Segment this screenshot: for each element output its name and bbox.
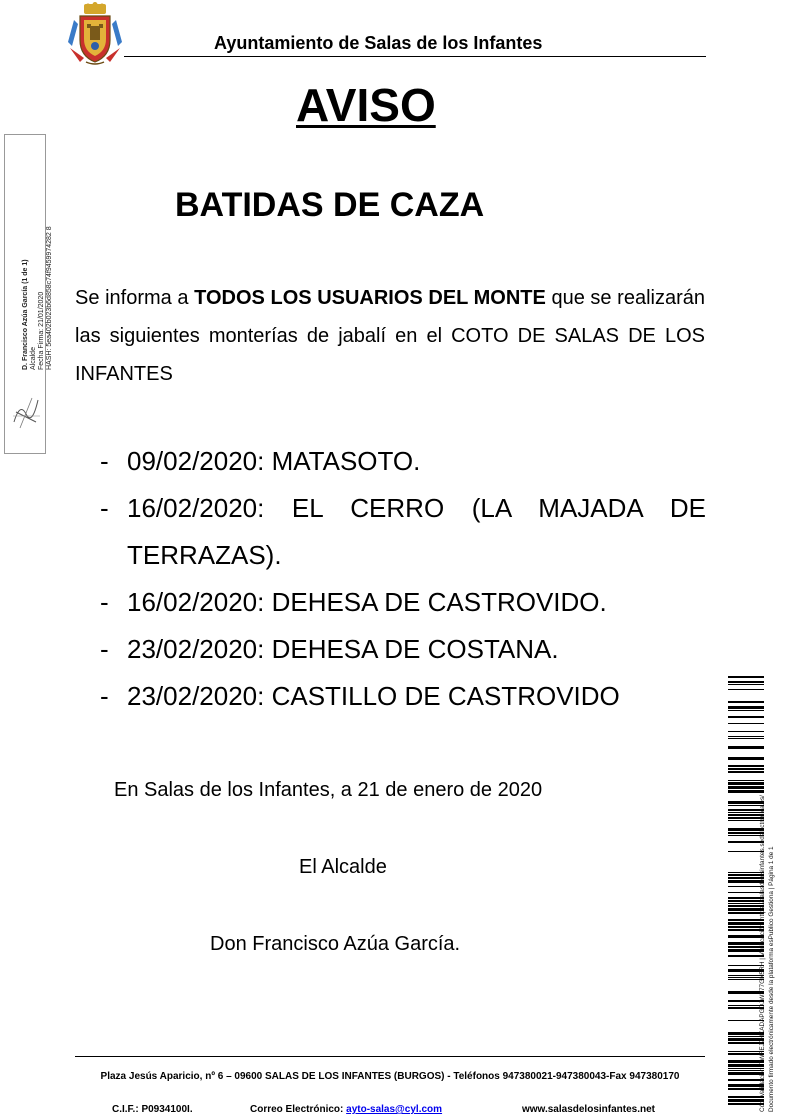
stamp-signer: D. Francisco Azúa García (1 de 1): [22, 259, 29, 370]
list-bullet-dash: -: [100, 493, 109, 523]
barcode-bar: [728, 768, 764, 770]
place-and-date: En Salas de los Infantes, a 21 de enero de 2020: [114, 779, 543, 801]
barcode-bar: [728, 757, 764, 760]
handwritten-signature: [10, 392, 42, 432]
signer-name: Don Francisco Azúa García.: [210, 933, 461, 955]
hunt-entry-text: 16/02/2020: EL CERRO (LA MAJADA DE TERRAZAS).: [127, 493, 706, 570]
barcode-bar: [728, 736, 764, 737]
notice-heading: AVISO: [296, 79, 436, 131]
municipal-coat-of-arms-logo: [66, 2, 124, 68]
barcode-bar: [728, 716, 764, 718]
barcode-bar: [728, 790, 764, 793]
signer-role: El Alcalde: [299, 856, 387, 878]
list-bullet-dash: -: [100, 634, 109, 664]
footer-cif: C.I.F.: P0934100I.: [112, 1104, 193, 1115]
stamp-role: Alcalde: [30, 347, 37, 370]
signature-stamp-text: [22, 226, 54, 370]
barcode-bar: [728, 689, 764, 690]
header-divider: [124, 56, 706, 57]
barcode-bar: [728, 738, 764, 739]
list-item: [100, 485, 706, 579]
verification-line-1: Cód. Validación: 7WFEJ9HKADAPGDJW377GN5RH | Verificación: https://salasdelosinfantes.sedelectronica.es/: [759, 795, 766, 1112]
list-bullet-dash: -: [100, 446, 109, 476]
barcode-bar: [728, 710, 764, 711]
municipality-name: Ayuntamiento de Salas de los Infantes: [214, 33, 543, 53]
hunt-entry-text: 16/02/2020: DEHESA DE CASTROVIDO.: [127, 587, 607, 617]
barcode-bar: [728, 701, 764, 703]
barcode-bar: [728, 771, 764, 773]
verification-text: [758, 795, 776, 1112]
list-item: [100, 438, 706, 485]
intro-paragraph: [75, 279, 705, 393]
verification-line-2: Documento firmado electrónicamente desde la plataforma esPublico Gestiona | Página 1 de 1: [768, 846, 775, 1112]
hunt-entry-text: 23/02/2020: CASTILLO DE CASTROVIDO: [127, 681, 620, 711]
footer-email-link[interactable]: ayto-salas@cyl.com: [346, 1104, 443, 1115]
footer-divider: [75, 1056, 705, 1057]
notice-subtitle: BATIDAS DE CAZA: [175, 186, 485, 224]
footer-address: Plaza Jesús Aparicio, nº 6 – 09600 SALAS DE LOS INFANTES (BURGOS) - Teléfonos 947380021-947380043-Fax 947380170: [100, 1071, 680, 1082]
barcode-bar: [728, 723, 764, 724]
barcode-bar: [728, 780, 764, 781]
hunt-entry-text: 09/02/2020: MATASOTO.: [127, 446, 421, 476]
list-bullet-dash: -: [100, 587, 109, 617]
barcode-bar: [728, 731, 764, 732]
footer-website: www.salasdelosinfantes.net: [522, 1104, 656, 1115]
intro-text-bold: TODOS LOS USUARIOS DEL MONTE: [194, 287, 546, 309]
barcode-bar: [728, 746, 764, 749]
barcode-bar: [728, 765, 764, 767]
intro-text-start: Se informa a: [75, 287, 195, 309]
hunt-entry-text: 23/02/2020: DEHESA DE COSTANA.: [127, 634, 559, 664]
footer-email-label: Correo Electrónico:: [250, 1104, 347, 1115]
barcode-bar: [728, 684, 764, 685]
list-item: [100, 673, 706, 720]
list-item: [100, 579, 706, 626]
barcode-bar: [728, 782, 764, 785]
stamp-hash: HASH: 5ea402b023b6d858c74f9459974282 8: [46, 226, 53, 370]
stamp-date: Fecha Firma: 21/01/2020: [38, 291, 45, 370]
barcode-bar: [728, 681, 764, 683]
hunt-dates-list: [100, 438, 706, 720]
barcode-bar: [728, 676, 764, 678]
list-item: [100, 626, 706, 673]
barcode-bar: [728, 706, 764, 709]
barcode-bar: [728, 786, 764, 789]
list-bullet-dash: -: [100, 681, 109, 711]
intro-text-end: que se realizarán las siguientes monterías de jabalí en el COTO DE SALAS DE LOS INFANTES: [75, 287, 705, 385]
footer-email-block: [250, 1104, 442, 1115]
